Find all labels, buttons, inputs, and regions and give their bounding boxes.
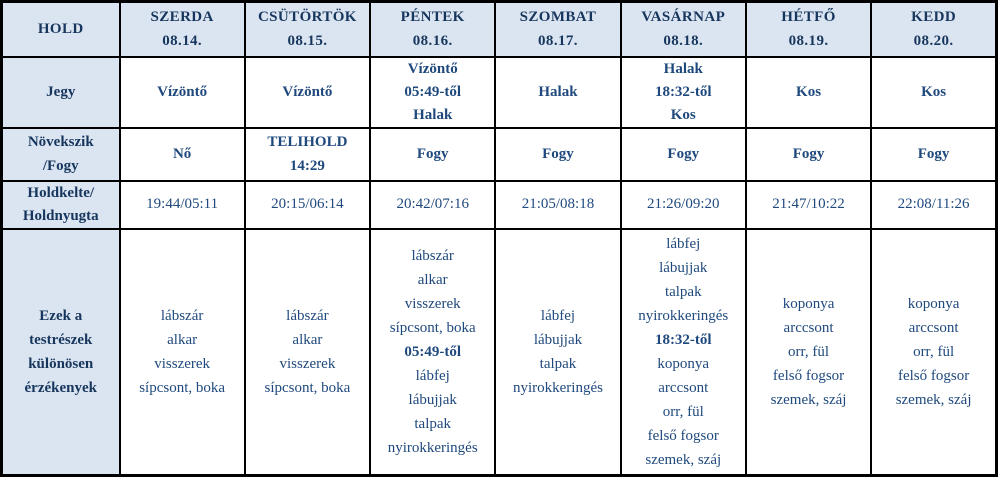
cell-novekszik-szombat [495, 128, 620, 181]
row-moonrise-moonset [2, 181, 997, 229]
day-date: 08.16. [412, 33, 453, 50]
column-header-csutortok [245, 2, 370, 57]
cell-line: Fogy [792, 146, 825, 162]
cell-line: lábujjak [408, 391, 457, 408]
cell-novekszik-kedd [871, 128, 996, 181]
cell-line: Ezek a [39, 307, 83, 324]
day-date: 08.14. [162, 33, 203, 50]
cell-holdkelte-csutortok [245, 181, 370, 229]
cell-jegy-csutortok [245, 57, 370, 128]
cell-line: lábszár [160, 307, 204, 324]
cell-line: arccsont [658, 379, 709, 396]
cell-line: talpak [664, 283, 702, 300]
day-name: HÉTFŐ [781, 9, 836, 26]
cell-line: visszerek [154, 355, 211, 372]
cell-line: talpak [539, 355, 577, 372]
row-zodiac-sign [2, 57, 997, 128]
row-label-testreszek [2, 229, 120, 476]
cell-line: 18:32-től [654, 83, 712, 100]
column-header-kedd [871, 2, 996, 57]
cell-line: orr, fül [788, 343, 830, 360]
cell-line: alkar [292, 331, 323, 348]
cell-line: Fogy [667, 146, 700, 162]
cell-line: alkar [167, 331, 198, 348]
cell-line: sípcsont, boka [139, 379, 226, 396]
cell-line: 21:05/08:18 [521, 196, 595, 212]
cell-line: Fogy [917, 146, 950, 162]
cell-line: 14:29 [289, 158, 325, 174]
cell-line: testrészek [29, 331, 93, 348]
row-label-holdkelte-holdnyugta [2, 181, 120, 229]
cell-line: visszerek [279, 355, 336, 372]
cell-line: arccsont [783, 319, 834, 336]
day-name: KEDD [911, 9, 957, 26]
cell-line: Fogy [542, 146, 574, 162]
cell-line: 21:47/10:22 [772, 196, 845, 212]
cell-line: lábfej [540, 307, 576, 324]
day-date: 08.19. [788, 33, 829, 50]
row-waxing-waning [2, 128, 997, 181]
day-date: 08.15. [287, 33, 328, 50]
cell-line: orr, fül [913, 343, 955, 360]
cell-line: Nő [172, 146, 192, 162]
cell-line: Halak [413, 106, 453, 123]
cell-line: szemek, száj [770, 391, 847, 408]
cell-holdkelte-pentek [370, 181, 495, 229]
cell-line: nyirokkeringés [387, 439, 478, 456]
cell-testreszek-hetfo [746, 229, 871, 476]
cell-line: sípcsont, boka [389, 319, 476, 336]
row-label-jegy [2, 57, 120, 128]
day-name: CSÜTÖRTÖK [257, 9, 357, 26]
cell-line: 18:32-től [654, 331, 712, 348]
cell-line: Jegy [46, 83, 76, 100]
cell-jegy-vasarnap [621, 57, 746, 128]
cell-line: Kos [921, 83, 947, 100]
cell-line: lábfej [415, 367, 450, 384]
cell-line: talpak [414, 415, 452, 432]
cell-line: sípcsont, boka [264, 379, 351, 396]
cell-line: szemek, száj [645, 451, 722, 468]
cell-line: 05:49-től [404, 343, 462, 360]
cell-line: 21:26/09:20 [647, 196, 720, 212]
cell-line: Vízöntő [282, 83, 333, 100]
row-sensitive-body-parts [2, 229, 997, 476]
cell-line: Vízöntő [407, 60, 458, 77]
cell-line: Kos [670, 106, 696, 123]
cell-line: lábfej [666, 235, 701, 252]
corner-header-hold [2, 2, 120, 57]
cell-line: 22:08/11:26 [897, 196, 970, 212]
cell-testreszek-szerda [120, 229, 245, 476]
cell-line: Növekszik [27, 134, 94, 150]
cell-line: Kos [796, 83, 822, 100]
cell-line: koponya [782, 295, 835, 312]
day-date: 08.17. [538, 33, 578, 50]
cell-line: érzékenyek [24, 379, 97, 396]
cell-line: Halak [663, 60, 703, 77]
cell-line: Holdkelte/ [27, 184, 95, 201]
cell-line: arccsont [908, 319, 959, 336]
column-header-szombat [495, 2, 620, 57]
cell-novekszik-hetfo [746, 128, 871, 181]
cell-jegy-pentek [370, 57, 495, 128]
cell-holdkelte-szombat [495, 181, 620, 229]
cell-line: lábujjak [659, 259, 708, 276]
row-label-novekszik-fogy [2, 128, 120, 181]
cell-line: Halak [538, 83, 578, 100]
cell-line: felső fogsor [772, 367, 845, 384]
day-name: SZERDA [150, 9, 214, 26]
cell-line: nyirokkeringés [638, 307, 729, 324]
cell-line: szemek, száj [895, 391, 972, 408]
cell-novekszik-vasarnap [621, 128, 746, 181]
column-header-hetfo [746, 2, 871, 57]
corner-header-label: HOLD [37, 21, 84, 38]
cell-line: visszerek [404, 295, 461, 312]
cell-line: 20:15/06:14 [271, 196, 344, 212]
cell-line: lábujjak [533, 331, 583, 348]
cell-novekszik-csutortok [245, 128, 370, 181]
cell-line: alkar [417, 271, 448, 288]
cell-testreszek-kedd [871, 229, 996, 476]
cell-line: Fogy [416, 146, 449, 162]
column-header-vasarnap [621, 2, 746, 57]
cell-line: koponya [907, 295, 960, 312]
cell-jegy-hetfo [746, 57, 871, 128]
cell-testreszek-pentek [370, 229, 495, 476]
day-name: VASÁRNAP [641, 9, 726, 26]
cell-line: felső fogsor [897, 367, 970, 384]
cell-holdkelte-kedd [871, 181, 996, 229]
cell-line: lábszár [411, 247, 454, 264]
header-row [2, 2, 997, 57]
day-name: SZOMBAT [519, 9, 597, 26]
day-name: PÉNTEK [400, 9, 465, 26]
day-date: 08.20. [913, 33, 954, 50]
column-header-pentek [370, 2, 495, 57]
cell-line: /Fogy [42, 158, 79, 174]
column-header-szerda [120, 2, 245, 57]
cell-jegy-szombat [495, 57, 620, 128]
cell-holdkelte-vasarnap [621, 181, 746, 229]
cell-jegy-kedd [871, 57, 996, 128]
cell-line: nyirokkeringés [512, 379, 603, 396]
cell-line: 05:49-től [404, 83, 462, 100]
day-date: 08.18. [663, 33, 704, 50]
cell-line: 19:44/05:11 [146, 196, 219, 212]
cell-line: Holdnyugta [22, 207, 99, 224]
cell-line: TELIHOLD [267, 134, 348, 150]
cell-novekszik-szerda [120, 128, 245, 181]
cell-line: orr, fül [662, 403, 704, 420]
cell-jegy-szerda [120, 57, 245, 128]
cell-testreszek-szombat [495, 229, 620, 476]
cell-line: lábszár [286, 307, 329, 324]
cell-holdkelte-hetfo [746, 181, 871, 229]
cell-line: különösen [28, 355, 94, 372]
cell-testreszek-vasarnap [621, 229, 746, 476]
cell-testreszek-csutortok [245, 229, 370, 476]
cell-line: 20:42/07:16 [396, 196, 469, 212]
cell-line: felső fogsor [647, 427, 719, 444]
cell-holdkelte-szerda [120, 181, 245, 229]
cell-novekszik-pentek [370, 128, 495, 181]
cell-line: koponya [657, 355, 710, 372]
cell-line: Vízöntő [157, 83, 208, 100]
